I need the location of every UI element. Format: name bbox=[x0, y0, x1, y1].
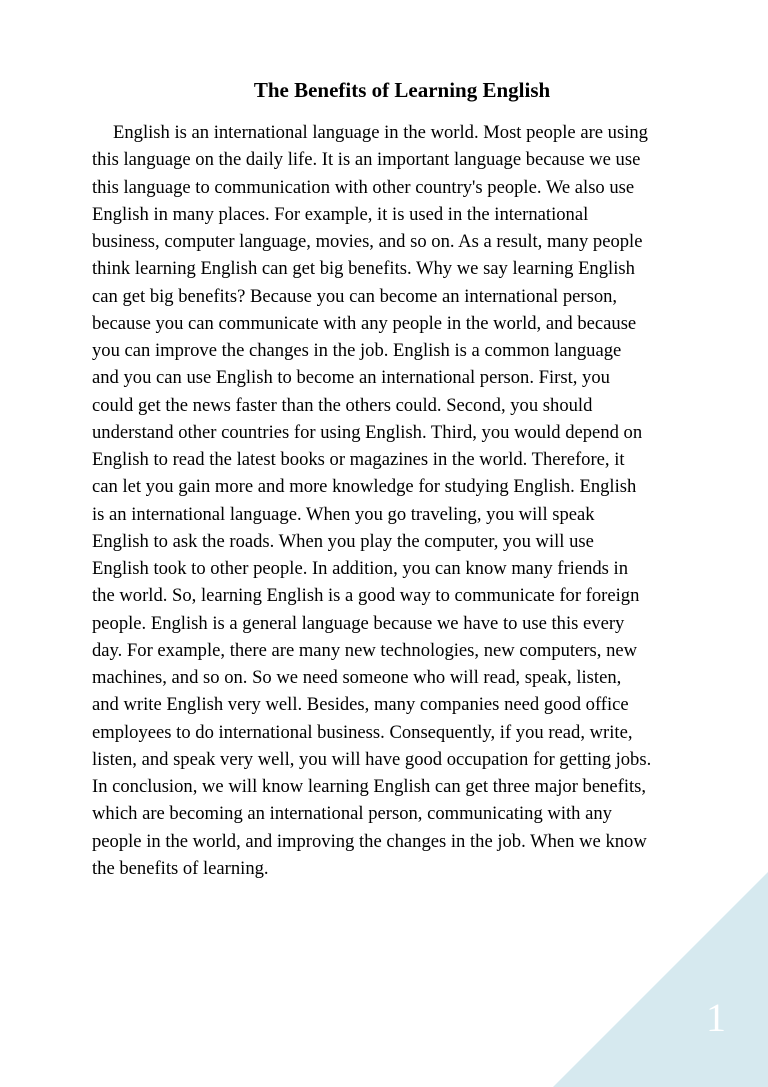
body-line: understand other countries for using English. Third, you would depend on bbox=[92, 421, 643, 443]
body-line: which are becoming an international person, communicating with any bbox=[92, 803, 612, 825]
document-title: The Benefits of Learning English bbox=[253, 78, 551, 102]
body-line: English to ask the roads. When you play the computer, you will use bbox=[92, 530, 594, 552]
body-line: English is an international language in the world. Most people are using bbox=[113, 122, 648, 143]
body-line: this language to communication with other country's people. We also use bbox=[92, 176, 635, 198]
page-number: 1 bbox=[706, 995, 726, 1040]
body-line: think learning English can get big benefits. Why we say learning English bbox=[92, 258, 635, 280]
body-line: and you can use English to become an international person. First, you bbox=[92, 367, 610, 389]
corner-triangle-icon bbox=[553, 872, 768, 1087]
document-body bbox=[92, 119, 752, 882]
body-line: and write English very well. Besides, many companies need good office bbox=[92, 694, 629, 716]
body-line: English in many places. For example, it is used in the international bbox=[92, 203, 589, 225]
body-line: business, computer language, movies, and so on. As a result, many people bbox=[92, 231, 643, 252]
body-line: the world. So, learning English is a good way to communicate for foreign bbox=[92, 585, 640, 607]
corner-triangle-shape bbox=[553, 872, 768, 1087]
body-line: is an international language. When you go traveling, you will speak bbox=[92, 503, 595, 525]
body-line: you can improve the changes in the job. English is a common language bbox=[92, 340, 622, 361]
body-line: the benefits of learning. bbox=[92, 857, 269, 879]
body-line: people. English is a general language because we have to use this every bbox=[92, 612, 625, 634]
body-line: English to read the latest books or magazines in the world. Therefore, it bbox=[92, 449, 625, 470]
body-line: In conclusion, we will know learning English can get three major benefits, bbox=[92, 776, 647, 797]
body-line: can get big benefits? Because you can become an international person, bbox=[92, 285, 618, 307]
body-line: listen, and speak very well, you will have good occupation for getting jobs. bbox=[92, 748, 652, 770]
corner-triangle-fill bbox=[553, 872, 768, 1087]
body-line: because you can communicate with any people in the world, and because bbox=[92, 312, 637, 334]
body-line: day. For example, there are many new technologies, new computers, new bbox=[92, 639, 638, 661]
body-line: English took to other people. In addition, you can know many friends in bbox=[92, 558, 629, 579]
body-line: this language on the daily life. It is an important language because we use bbox=[92, 149, 641, 171]
body-line: people in the world, and improving the changes in the job. When we know bbox=[92, 830, 647, 852]
body-line: machines, and so on. So we need someone who will read, speak, listen, bbox=[92, 667, 622, 688]
body-line: employees to do international business. Consequently, if you read, write, bbox=[92, 721, 633, 743]
body-line: can let you gain more and more knowledge for studying English. English bbox=[92, 476, 637, 498]
body-line: could get the news faster than the others could. Second, you should bbox=[92, 394, 593, 416]
